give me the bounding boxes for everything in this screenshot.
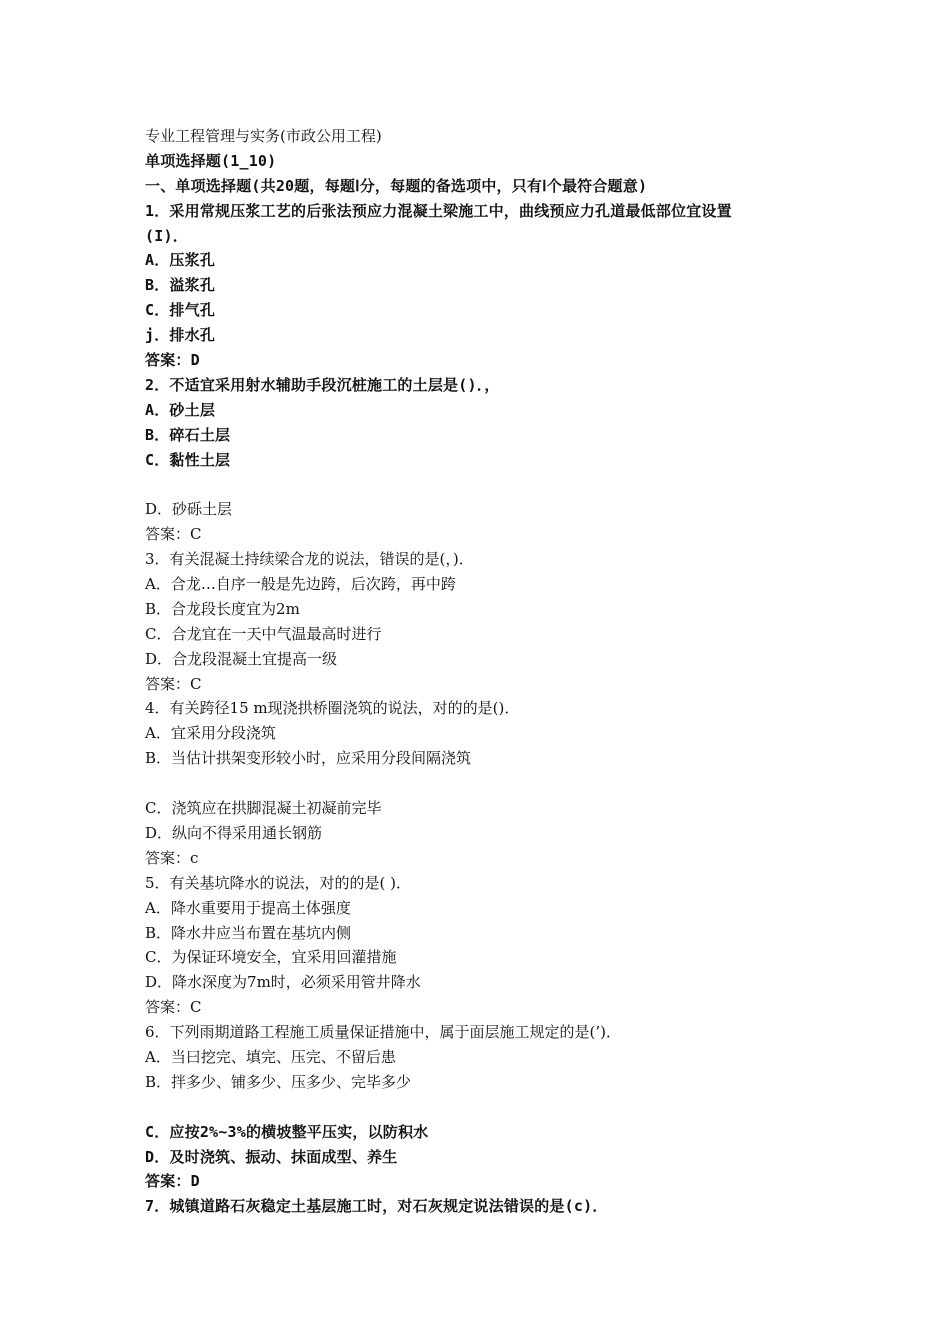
option-d: D．合龙段混凝土宜提高一级 xyxy=(145,649,338,668)
option-a: A．压浆孔 xyxy=(145,251,216,270)
option-b: B．当估计拱架变形较小时，应采用分段间隔浇筑 xyxy=(145,749,472,768)
question-stem: 5．有关基坑降水的说法，对的的是( )． xyxy=(145,873,412,892)
option-c: C．合龙宜在一天中气温最高时进行 xyxy=(145,624,382,643)
question-stem: 6．下列雨期道路工程施工质量保证措施中，属于面层施工规定的是(’)． xyxy=(145,1023,622,1042)
option-a: A．合龙…自序一般是先边跨，后次跨，再中跨 xyxy=(145,575,456,594)
option-d: D．降水深度为7m时，必须采用管井降水 xyxy=(145,973,421,992)
answer: 答案：C xyxy=(145,674,202,693)
option-c: C．应按2%~3%的横坡整平压实，以防积水 xyxy=(145,1122,429,1141)
section-instruction: 一、单项选择题(共20题，每题Ⅰ分，每题的备选项中，只有Ⅰ个最符合题意) xyxy=(145,176,648,195)
option-b: B．降水井应当布置在基坑内侧 xyxy=(145,923,352,942)
option-d: D．及时浇筑、振动、抹面成型、养生 xyxy=(145,1147,398,1166)
answer: 答案：D xyxy=(145,1172,200,1191)
option-c: C．浇筑应在拱脚混凝土初凝前完毕 xyxy=(145,799,382,818)
answer: 答案：D xyxy=(145,351,200,370)
page-gap xyxy=(145,1095,845,1120)
option-d: j．排水孔 xyxy=(145,326,216,345)
option-c: C．为保证环境安全，宜采用回灌措施 xyxy=(145,948,397,967)
option-d: D．砂砾土层 xyxy=(145,500,233,519)
page-gap xyxy=(145,472,845,497)
option-a: A．宜采用分段浇筑 xyxy=(145,724,276,743)
question-stem: 4．有关跨径15 m现浇拱桥圈浇筑的说法，对的的是()． xyxy=(145,699,520,718)
answer: 答案：C xyxy=(145,525,202,544)
document-title: 专业工程管理与实务(市政公用工程) xyxy=(145,127,382,145)
option-d: D．纵向不得采用通长钢筋 xyxy=(145,823,323,842)
question-stem: 1．采用常规压浆工艺的后张法预应力混凝土梁施工中，曲线预应力孔道最低部位宜设置 xyxy=(145,201,732,220)
option-b: B．合龙段长度宜为2m xyxy=(145,599,300,618)
answer: 答案：C xyxy=(145,998,202,1017)
option-c: C．排气孔 xyxy=(145,301,216,320)
option-b: B．拌多少、铺多少、压多少、完毕多少 xyxy=(145,1072,412,1091)
page-gap xyxy=(145,771,845,796)
section-heading: 单项选择题(1_10) xyxy=(145,151,277,170)
document-page xyxy=(145,124,845,1219)
answer: 答案：c xyxy=(145,848,199,867)
question-stem: 7．城镇道路石灰稳定土基层施工时，对石灰规定说法错误的是(c)． xyxy=(145,1197,608,1216)
option-a: A．当曰挖完、填完、压完、不留后患 xyxy=(145,1047,396,1066)
option-c: C．黏性土层 xyxy=(145,450,231,469)
option-a: A．砂土层 xyxy=(145,400,216,419)
option-b: B．碎石土层 xyxy=(145,425,231,444)
question-stem: 3．有关混凝土持续梁合龙的说法，错误的是(，)． xyxy=(145,550,474,569)
option-a: A．降水重要用于提高土体强度 xyxy=(145,898,351,917)
option-b: B．溢浆孔 xyxy=(145,276,216,295)
question-stem: 2．不适宜采用射水辅助手段沉桩施工的土层是()．， xyxy=(145,375,500,394)
question-stem-continued: (I)． xyxy=(145,226,188,245)
